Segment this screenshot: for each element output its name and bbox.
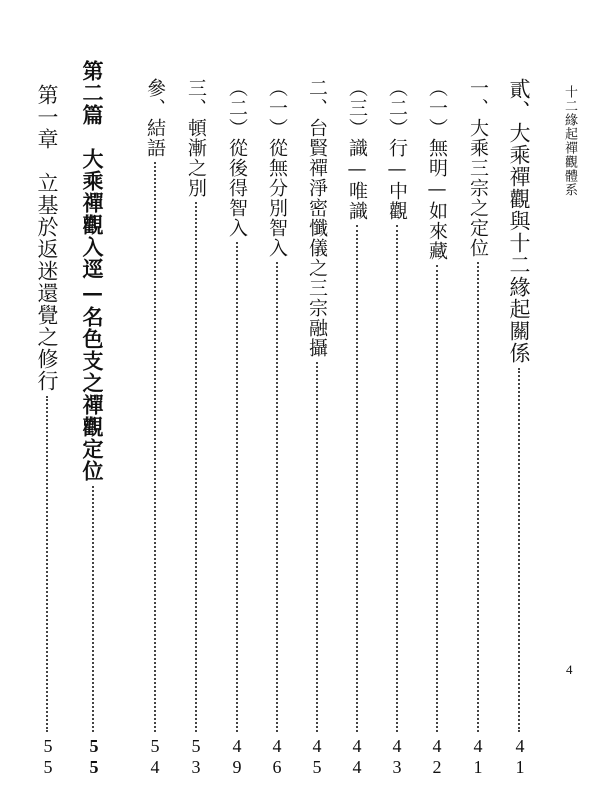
toc-entry-title: （一）從無分別智入 xyxy=(266,78,288,258)
toc-leader-dots xyxy=(518,368,520,732)
toc-entry-title: 二、台賢禪淨密懺儀之三宗融攝 xyxy=(306,78,328,358)
toc-entry[interactable] xyxy=(508,78,529,778)
toc-entry[interactable] xyxy=(186,78,205,778)
toc-entry[interactable] xyxy=(427,78,446,778)
toc-entry[interactable] xyxy=(227,78,246,778)
toc-entry[interactable] xyxy=(267,78,286,778)
toc-entry-title: 一、大乘三宗之定位 xyxy=(467,78,489,258)
toc-entry-page: 53 xyxy=(186,736,206,778)
toc-entry-page: 44 xyxy=(347,736,367,778)
toc-entry-page: 42 xyxy=(427,736,447,778)
toc-entry[interactable] xyxy=(347,78,366,778)
toc-entry-page: 55 xyxy=(38,736,58,778)
toc-entry[interactable] xyxy=(82,60,103,778)
page-number: 4 xyxy=(566,662,573,677)
toc-entry-title: （二）從後得智入 xyxy=(226,78,248,238)
toc-entry-title: 參、結語 xyxy=(144,78,166,158)
toc-leader-dots xyxy=(396,225,398,732)
toc-leader-dots xyxy=(276,262,278,732)
toc-leader-dots xyxy=(46,396,48,732)
running-head: 十二緣起禪觀體系 xyxy=(562,85,577,197)
toc-entry-title: 第二篇 大乘禪觀入逕—名色支之禪觀定位 xyxy=(80,60,105,482)
toc-entry-page: 55 xyxy=(84,736,104,778)
toc-entry-title: （一）無明—如來藏 xyxy=(426,78,448,261)
toc-entry[interactable] xyxy=(387,78,406,778)
toc-leader-dots xyxy=(316,362,318,732)
toc-entry[interactable] xyxy=(468,78,487,778)
toc-entry-title: 第一章 立基於返迷還覺之修行 xyxy=(35,84,59,392)
toc-entry-title: （三）識—唯識 xyxy=(346,78,368,221)
toc-entry[interactable] xyxy=(145,78,164,778)
toc-leader-dots xyxy=(195,202,197,732)
toc-entry-page: 43 xyxy=(387,736,407,778)
toc-entry-page: 49 xyxy=(227,736,247,778)
toc-leader-dots xyxy=(436,265,438,732)
toc-entry[interactable] xyxy=(307,78,326,778)
toc-entry-page: 45 xyxy=(307,736,327,778)
toc-entry-page: 54 xyxy=(145,736,165,778)
toc-leader-dots xyxy=(154,162,156,732)
toc-entry-title: （二）行—中觀 xyxy=(386,78,408,221)
toc-entry-title: 三、頓漸之別 xyxy=(185,78,207,198)
toc-entry-page: 41 xyxy=(510,736,530,778)
toc-entry-title: 貳、大乘禪觀與十二緣起關係 xyxy=(507,78,531,364)
toc-leader-dots xyxy=(356,225,358,732)
toc-entry[interactable] xyxy=(36,84,57,778)
toc-leader-dots xyxy=(92,486,94,732)
toc-entry-page: 46 xyxy=(267,736,287,778)
toc-leader-dots xyxy=(477,262,479,732)
toc-entry-page: 41 xyxy=(468,736,488,778)
toc-leader-dots xyxy=(236,242,238,732)
